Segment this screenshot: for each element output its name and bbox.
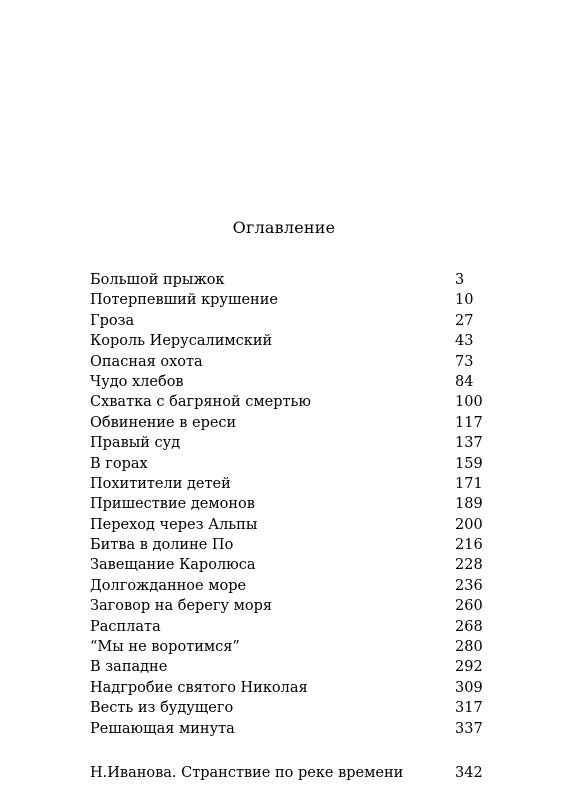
toc-list	[90, 270, 483, 739]
toc-entry	[90, 678, 483, 698]
toc-entry-page-number: 342	[455, 765, 483, 781]
toc-entry-title: Чудо хлебов	[90, 373, 184, 390]
toc-entry-title: Битва в долине По	[90, 537, 234, 554]
toc-entry	[90, 637, 483, 657]
toc-entry-page-number: 159	[455, 455, 483, 472]
toc-entry-title: Обвинение в ереси	[90, 414, 237, 431]
toc-entry-page-number: 292	[455, 659, 483, 676]
toc-entry-title: В горах	[90, 455, 148, 472]
toc-entry-title: Опасная охота	[90, 353, 203, 370]
toc-entry-title: Заговор на берегу моря	[90, 598, 273, 615]
toc-entry-title: Весть из будущего	[90, 700, 234, 717]
toc-entry	[90, 433, 483, 453]
toc-entry-page-number: 137	[455, 435, 483, 452]
toc-entry-title: Н.Иванова. Странствие по реке времени	[90, 765, 404, 781]
toc-entry	[90, 719, 483, 739]
toc-entry-page-number: 216	[455, 537, 483, 554]
toc-entry	[90, 372, 480, 392]
toc-entry-page-number: 309	[455, 679, 483, 696]
toc-entry	[90, 657, 483, 677]
toc-entry-title: Гроза	[90, 312, 135, 329]
toc-entry-title: Долгожданное море	[90, 577, 247, 594]
toc-entry-page-number: 228	[455, 557, 483, 574]
toc-entry-page-number: 27	[455, 312, 474, 329]
toc-entry-page-number: 317	[455, 700, 483, 717]
toc-entry-page-number: 337	[455, 720, 483, 737]
toc-entry	[90, 413, 483, 433]
toc-entry-title: “Мы не воротимся”	[90, 639, 240, 656]
toc-entry-title: Похитители детей	[90, 475, 231, 492]
toc-entry-page-number: 3	[455, 272, 465, 288]
toc-entry-page-number: 171	[455, 475, 483, 492]
toc-entry-title: Схватка с багряной смертью	[90, 394, 312, 411]
toc-heading: Оглавление	[232, 218, 336, 237]
toc-entry-page-number: 100	[455, 394, 483, 411]
toc-entry	[90, 290, 480, 310]
toc-entry-title: В западне	[90, 659, 168, 676]
toc-entry-title: Надгробие святого Николая	[90, 679, 308, 696]
toc-entry-page-number: 280	[455, 639, 483, 656]
toc-entry-page-number: 73	[455, 353, 474, 370]
toc-entry-title: Завещание Каролюса	[90, 557, 256, 574]
toc-entry-page-number: 268	[455, 618, 483, 635]
toc-entry	[90, 474, 483, 494]
toc-entry-page-number: 236	[455, 577, 483, 594]
toc-entry	[90, 515, 483, 535]
toc-entry	[90, 617, 483, 637]
toc-entry-page-number: 200	[455, 516, 483, 533]
toc-entry-title: Пришествие демонов	[90, 496, 255, 513]
toc-entry-title: Большой прыжок	[90, 272, 225, 288]
toc-entry-title: Расплата	[90, 618, 161, 635]
toc-entry	[90, 454, 483, 474]
toc-entry-title: Потерпевший крушение	[90, 292, 278, 309]
toc-entry	[90, 331, 480, 351]
toc-entry-page-number: 84	[455, 373, 474, 390]
toc-entry-title: Король Иерусалимский	[90, 333, 273, 350]
toc-entry-page-number: 189	[455, 496, 483, 513]
toc-entry	[90, 392, 483, 412]
toc-entry-page-number: 117	[455, 414, 483, 431]
toc-entry-title: Правый суд	[90, 435, 181, 452]
toc-entry-page-number: 43	[455, 333, 474, 350]
toc-entry	[90, 494, 483, 514]
toc-entry	[90, 352, 480, 372]
toc-afterword-entry	[90, 762, 483, 784]
toc-entry	[90, 555, 483, 575]
toc-entry	[90, 535, 483, 555]
toc-entry-title: Переход через Альпы	[90, 516, 258, 533]
toc-entry	[90, 576, 483, 596]
toc-entry	[90, 698, 483, 718]
toc-entry-page-number: 10	[455, 292, 474, 309]
toc-entry	[90, 596, 483, 616]
toc-entry-title: Решающая минута	[90, 720, 235, 737]
toc-entry	[90, 270, 480, 290]
toc-entry	[90, 311, 480, 331]
toc-entry-page-number: 260	[455, 598, 483, 615]
